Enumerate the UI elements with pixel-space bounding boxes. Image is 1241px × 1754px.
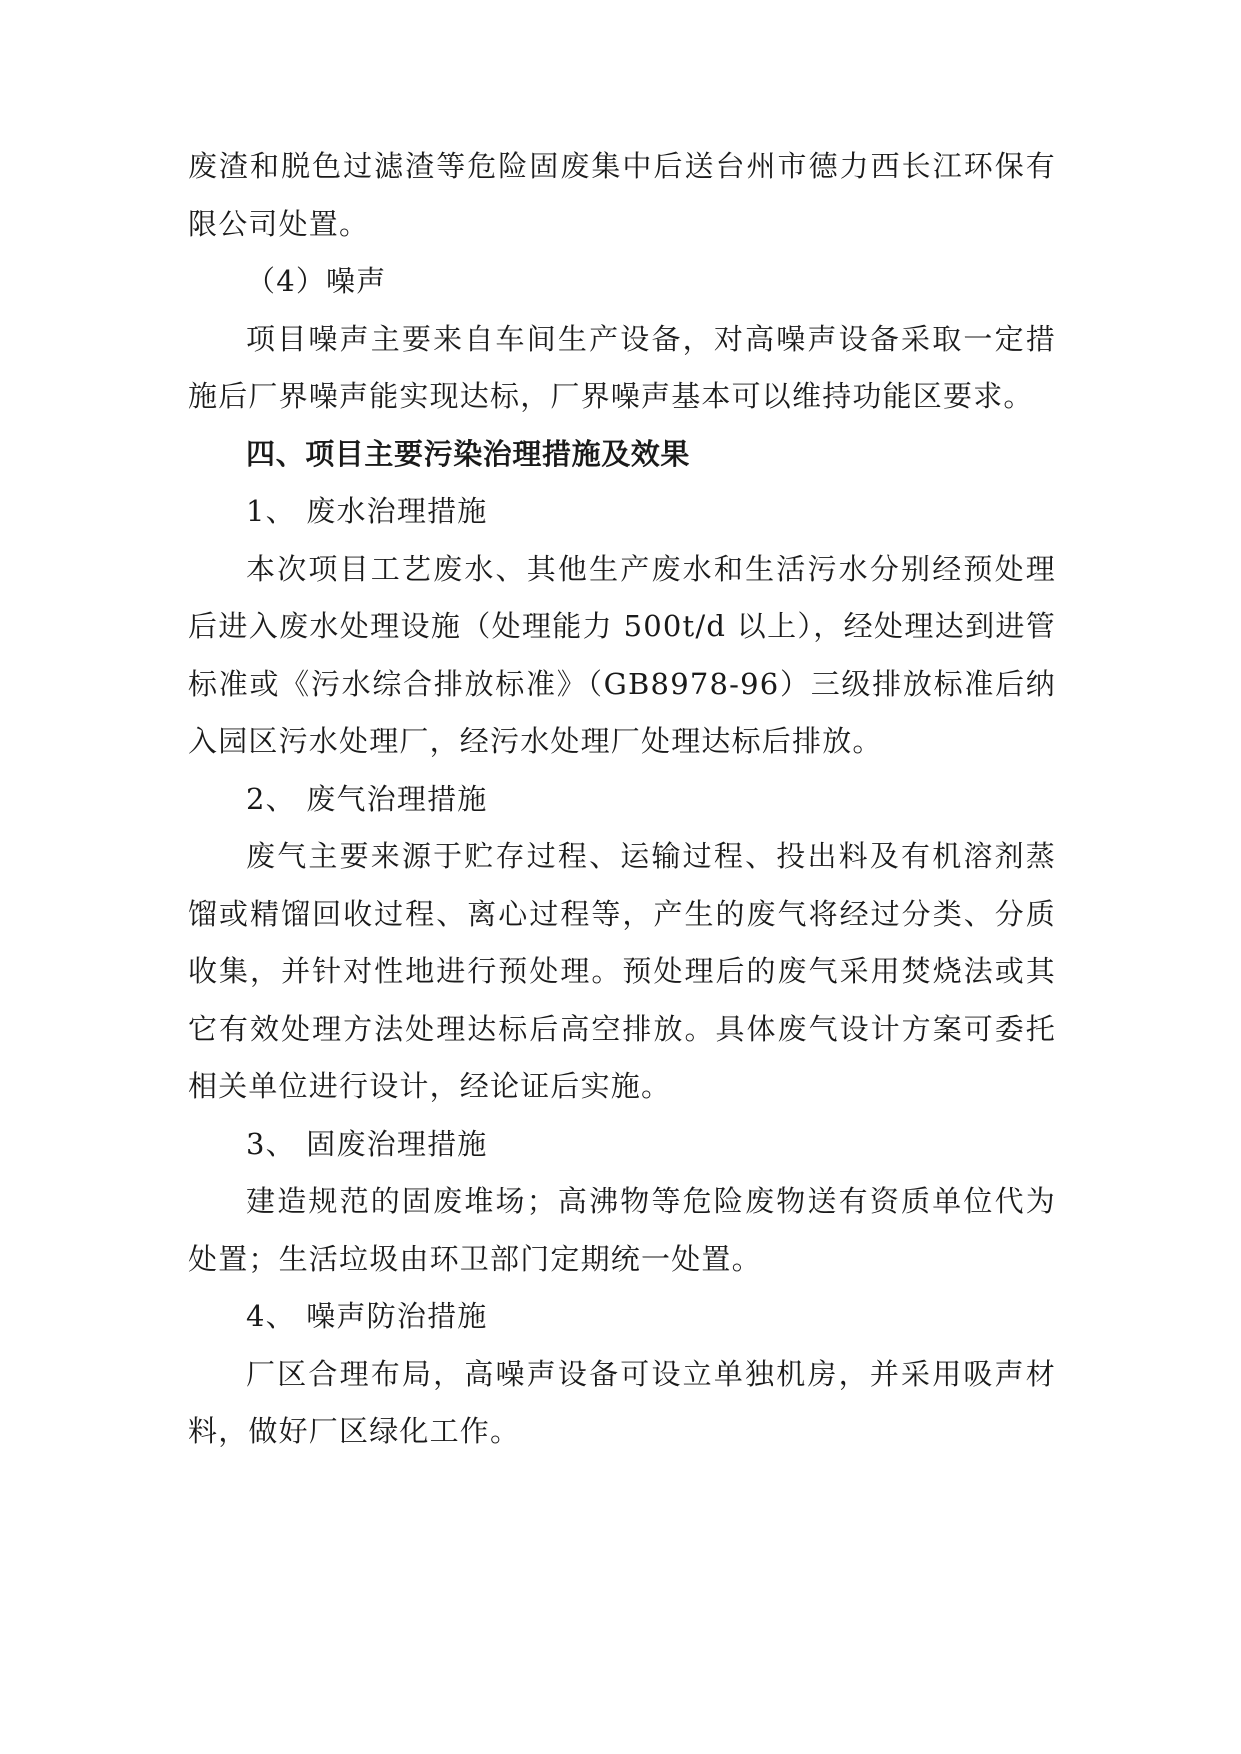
paragraph-noise: 项目噪声主要来自车间生产设备，对高噪声设备采取一定措施后厂界噪声能实现达标，厂界噪声基本可以维持功能区要求。 xyxy=(188,321,1056,413)
section-heading-pollution-measures: 四、项目主要污染治理措施及效果 xyxy=(246,436,691,471)
subheading-solid-waste: 3、 固废治理措施 xyxy=(246,1126,488,1161)
subheading-noise-control: 4、 噪声防治措施 xyxy=(246,1299,488,1333)
subheading-waste-gas: 2、 废气治理措施 xyxy=(246,781,488,816)
subheading-noise: （4）噪声 xyxy=(246,264,387,298)
paragraph-solid-waste-disposal: 废渣和脱色过滤渣等危险固废集中后送台州市德力西长江环保有限公司处置。 xyxy=(188,149,1056,241)
paragraph-noise-control: 厂区合理布局，高噪声设备可设立单独机房，并采用吸声材料，做好厂区绿化工作。 xyxy=(188,1356,1056,1448)
paragraph-solid-waste: 建造规范的固废堆场；高沸物等危险废物送有资质单位代为处置；生活垃圾由环卫部门定期统一处置。 xyxy=(188,1184,1056,1276)
paragraph-waste-gas: 废气主要来源于贮存过程、运输过程、投出料及有机溶剂蒸馏或精馏回收过程、离心过程等，产生的废气将经过分类、分质收集，并针对性地进行预处理。预处理后的废气采用焚烧法或其它有效处理方法处理达标后高空排放。具体废气设计方案可委托相关单位进行设计，经论证后实施。 xyxy=(188,839,1056,1103)
subheading-wastewater: 1、 废水治理措施 xyxy=(246,494,488,528)
document-page xyxy=(188,138,1056,1461)
paragraph-wastewater: 本次项目工艺废水、其他生产废水和生活污水分别经预处理后进入废水处理设施（处理能力 500t/d 以上），经处理达到进管标准或《污水综合排放标准》（GB8978-96）三级排放标准后纳入园区污水处理厂，经污水处理厂处理达标后排放。 xyxy=(188,551,1056,758)
